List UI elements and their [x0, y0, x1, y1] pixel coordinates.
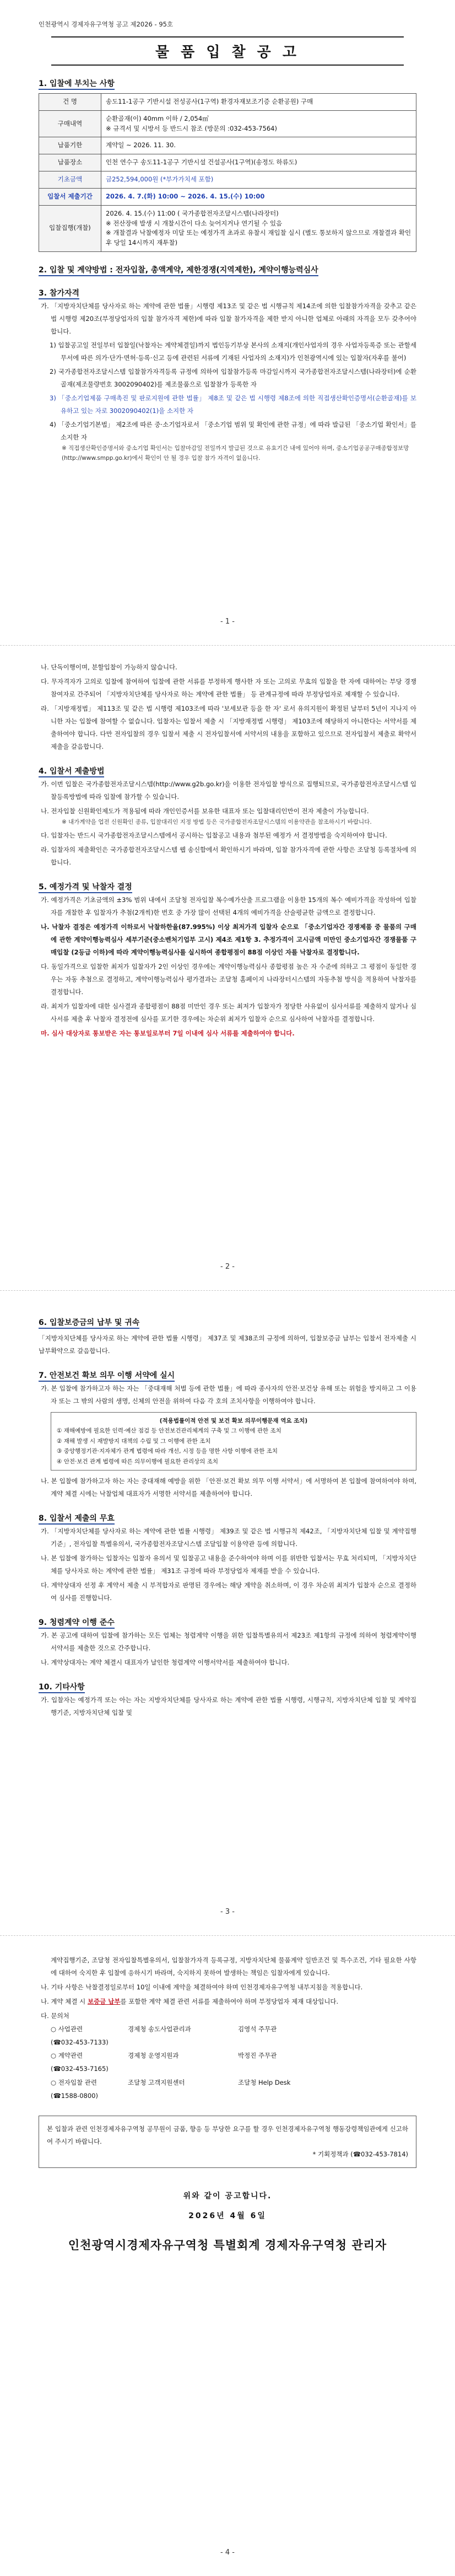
integrity-item: 나. 계약상대자는 계약 체결시 대표자가 날인한 청렴계약 이행서약서를 제출하여야 합니다.: [41, 1658, 290, 1666]
row-value: 2026. 4. 15.(수) 11:00 ( 국가종합전자조달시스템(나라장터) ※ 전산장애 발생 시 개찰시간이 다소 늦어지거나 연기될 수 있음 ※ 개찰결과 낙찰예정자 미달 또는 예정가격 초과로 유찰시 재입찰 실시 (별도 통보하지 않으므로 개찰결과 확인 후 당일 14시까지 재투찰): [101, 205, 416, 251]
section-3-heading: 3. 참가자격: [39, 287, 416, 298]
qualification-da: 다. 무자격자가 고의로 입찰에 참여하여 입찰에 관한 서류를 부정하게 행사한 자 또는 고의로 무효의 입찰을 한 자에 대하여는 부당 경쟁참여자로 간주되어 「지방자치단체를 당사자로 하는 계약에 관한 법률」 등 관계규정에 따라 부정당업자로 제재할 수 있습니다.: [41, 678, 416, 698]
invalid-item: 나. 본 입찰에 참가하는 입찰자는 입찰자 유의서 및 입찰공고 내용을 준수하여야 하며 이를 위반한 입찰서는 무효 처리되며, 「지방자치단체를 당사자로 하는 계약에 관한 법률」 제31조 규정에 따라 부정당업자 제재를 받을 수 있습니다.: [41, 1554, 416, 1575]
table-row: [39, 171, 416, 189]
row-value: 인천 연수구 송도11-1공구 기반시설 건설공사(1구역)(송정도 하류도): [101, 154, 416, 171]
misc-ga: 가. 입찰자는 예정가격 또는 아는 자는 지방자치단체를 당사자로 하는 계약에 관한 법률 시행령, 시행규칙, 지방자치단체 입찰 및 계약집행기준, 지방자치단체 입찰 및: [41, 1695, 416, 1716]
award-item: 마. 심사 대상자로 통보받은 자는 통보일로부터 7일 이내에 심사 서류를 제출하여야 합니다.: [41, 1029, 295, 1037]
page-4: [0, 1935, 455, 2576]
contact-list: [39, 2022, 416, 2102]
row-label: 기초금액: [39, 171, 101, 189]
section-1-heading: 1. 입찰에 부치는 사항: [39, 78, 416, 89]
submission-item: 나. 전자입찰 신원확인제도가 적용됨에 따라 개인인증서를 보유한 대표자 또는 입찰대리인만이 전자 제출이 가능합니다.: [41, 807, 369, 815]
page-number: - 4 -: [220, 2548, 235, 2557]
qualification-item: 1) 입찰공고일 전일부터 입찰일(낙찰자는 계약체결일)까지 법인등기부상 본사의 소재지(개인사업자의 경우 사업자등록증 또는 관할세무서에 따른 의가·단가·면허·등록·신고 등에 관련된 서류에 기재된 사업자의 소재지)가 인천광역시에 있는 입찰자(자후를 불어): [50, 341, 416, 362]
row-label: 입찰서 제출기간: [39, 188, 101, 205]
section-7-heading: 7. 안전보건 확보 의무 이행 서약에 실시: [39, 1370, 416, 1381]
list-item: ② 재해 발생 시 재발방지 대책의 수립 및 그 이행에 관한 조치: [57, 1437, 211, 1445]
invalid-item: 가. 「지방자치단체를 당사자로 하는 계약에 관한 법률 시행령」 제39조 및 같은 법 시행규칙 제42조, 「지방자치단체 입찰 및 계약집행기준」, 전자입찰 특별유의서, 국가종합전자조달시스템 조달입찰 이용약관 등에 의합니다.: [41, 1527, 416, 1548]
submission-item: 라. 입찰자의 제출확인은 국가종합전자조달시스템 웹 송신함에서 확인하시기 바라며, 입찰 참가자격에 관한 사항은 조달청 등록절차에 의합니다.: [41, 845, 416, 866]
section-6-heading: 6. 입찰보증금의 납부 및 귀속: [39, 1317, 416, 1328]
safety-measures-box: [51, 1412, 416, 1471]
list-item: ③ 중앙행정기관·지자체가 관계 법령에 따라 개선, 시정 등을 명한 사항 이행에 관한 조치: [57, 1448, 278, 1455]
issuer-name: 인천광역시경제자유구역청 특별회계 경제자유구역청 관리자: [68, 2237, 387, 2252]
row-label: 납품기한: [39, 137, 101, 154]
submission-note: ※ 내가계약을 업전 신원확인 종류, 입찰대리인 지정 방법 등은 국가종합전자조달시스템의 이용약관을 참조하시기 바랍니다.: [62, 819, 372, 825]
submission-item: 다. 입찰자는 반드시 국가종합전자조달시스템에서 공시하는 입찰공고 내용과 첨부된 예정가 서 결정방법을 숙지하여야 합니다.: [41, 831, 387, 839]
misc-na: 나. 기타 사항은 낙찰결정일로부터 10일 이내에 계약을 체결하여야 하며 인천경제자유구역청 내부지침을 적용합니다.: [41, 1983, 363, 1991]
row-label: 건 명: [39, 94, 101, 111]
deposit-text: 「지방자치단체를 당사자로 하는 계약에 관한 법률 시행령」 제37조 및 제38조의 규정에 의하여, 입찰보증금 납부는 입찰서 전자제출 시 납부확약으로 갈음합니다.: [39, 1334, 416, 1355]
table-row: [39, 205, 416, 251]
section-9-heading: 9. 청렴계약 이행 준수: [39, 1617, 416, 1628]
misc-na-contract: 나. 계약 체결 시 보증금 납부를 포함한 계약 체결 관련 서류를 제출하여야 하며 부정당업자 제재 대상입니다.: [41, 1998, 339, 2005]
report-notice-text: 본 입찰과 관련 인천경제자유구역청 공무원이 금품, 향응 등 부당한 요구를 할 경우 인천경제자유구역청 행동강령책임관에게 신고하여 주시기 바랍니다.: [47, 2124, 408, 2145]
bid-summary-table: [39, 93, 416, 252]
page-3: [0, 1290, 455, 1935]
report-notice-box: [39, 2116, 416, 2168]
integrity-item: 가. 본 공고에 대하여 입찰에 참가하는 모든 업체는 청렴계약 이행을 위한 입찰특별유의서 제23조 제1항의 규정에 의하여 청렴계약이행서약서를 제출한 것으로 간주합니다.: [41, 1631, 416, 1652]
section-2-heading: 2. 입찰 및 계약방법 : 전자입찰, 총액계약, 제한경쟁(지역제한), 계약이행능력심사: [39, 264, 416, 275]
safety-na: 나. 본 입찰에 참가하고자 하는 자는 중대재해 예방을 위한 「안전·보건 확보 의무 이행 서약서」에 서명하여 본 입찰에 참여하여야 하며, 계약 체결 시에는 낙찰업체 대표자가 서명한 서약서를 제출하여야 합니다.: [41, 1477, 416, 1498]
qualification-note: ※ 직접생산확인증명서와 중소기업 확인서는 입찰마감일 전일까지 발급된 것으로 유효기간 내에 있어야 하며, 중소기업공공구매종합정보망(http://www.smpp.go.kr)에서 확인이 안 될 경우 입찰 참가 자격이 없음니다.: [62, 444, 409, 461]
row-label: 납품장소: [39, 154, 101, 171]
notice-date: 2026년 4월 6일: [188, 2211, 267, 2220]
page-number: - 1 -: [220, 618, 235, 626]
submission-item: 가. 이번 입찰은 국가종합전자조달시스템(http://www.g2b.go.kr)을 이용한 전자입찰 방식으로 집행되므로, 국가종합전자조달시스템 입찰등록방법에 따라 입찰에 참가할 수 있습니다.: [41, 780, 416, 801]
qualification-item: 3) 「중소기업제품 구매촉진 및 판로지원에 관한 법률」 제8조 및 같은 법 시행령 제8조에 의한 직접생산확인증명서(순환골재)를 보유하고 있는 자로 3002090402(1)을 소지한 자: [50, 394, 416, 415]
page-2: [0, 645, 455, 1290]
page-1: [0, 0, 455, 645]
row-value: 계약일 ~ 2026. 11. 30.: [101, 137, 416, 154]
report-contact: * 기획정책과 (☎032-453-7814): [312, 2150, 408, 2158]
section-4-heading: 4. 입찰서 제출방법: [39, 765, 416, 776]
table-row: [39, 110, 416, 137]
section-8-heading: 8. 입찰서 제출의 무효: [39, 1512, 416, 1523]
award-item: 가. 예정가격은 기초금액의 ±3% 범위 내에서 조달청 전자입찰 복수예가산출 프로그램을 이용한 15개의 복수 예비가격을 작성하여 입찰자를 개찰한 후 입찰자가 추첨(2개씩)한 번호 중 가장 많이 선택된 4개의 예비가격을 산술평균한 금액으로 결정합니다.: [41, 895, 416, 916]
qualification-ga: 가. 「지방자치단체를 당사자로 하는 계약에 관한 법률」시행령 제13조 및 같은 법 시행규칙 제14조에 의한 입찰참가자격을 갖추고 같은 법 시행령 제20조(부정당업자의 입찰 참가자격 제한)에 따라 입찰 참가자격을 제한 받지 아니한 업체로 아래의 자격을 모두 갖추어야 합니다.: [41, 302, 416, 335]
table-row: [39, 154, 416, 171]
row-label: 입찰집행(개찰): [39, 205, 101, 251]
contact-heading: 다. 문의처: [41, 2012, 69, 2020]
award-item: 라. 최저가 입찰자에 대한 심사결과 종합평점이 88점 미만인 경우 또는 최저가 입찰자가 정당한 사유없이 심사서류를 제출하지 않거나 심사서류 제출 후 낙찰자 결정전에 심사를 포기한 경우에는 차순위 최저가 입찰자 순으로 심사하여 낙찰자를 결정합니다.: [41, 1002, 416, 1023]
row-value: 송도11-1공구 기반시설 전성공사(1구역) 환경자재보조기증 순환공원) 구매: [101, 94, 416, 111]
closing-line: 위와 같이 공고합니다.: [183, 2191, 272, 2201]
page-number: - 2 -: [220, 1263, 235, 1271]
list-item: ① 재해예방에 필요한 인력·예산 점검 등 안전보건관리체계의 구축 및 그 이행에 관한 조치: [57, 1427, 281, 1435]
list-item: ○ 계약관련 경제청 운영지원과 박정진 주무관(☎032-453-7165): [51, 2052, 277, 2073]
table-row: [39, 188, 416, 205]
list-item: ④ 안전·보건 관계 법령에 따른 의무이행에 필요한 관리상의 조치: [57, 1458, 219, 1465]
box-title: (적용법률이적 안전 및 보건 확보 의무이행문재 역요 조치): [159, 1418, 308, 1424]
invalid-item: 다. 계약상대자 선정 후 계약서 제출 시 부적합자로 판명된 경우에는 해당 계약을 취소하며, 이 경우 차순위 최저가 입찰자 순으로 결정하여 심사를 진행합니다.: [41, 1581, 416, 1602]
row-value: 2026. 4. 7.(화) 10:00 ~ 2026. 4. 15.(수) 10:00: [101, 188, 416, 205]
qualification-ra: 라. 「지방재정법」 제113조 및 같은 법 시행령 제103조에 따라 '보세보관 등을 한 자' 로서 유의지원이 확정된 날부터 5년이 지나지 아니한 자는 입찰에 참여할 수 없습니다. 입찰자는 입찰서 제출 시 「지방재정법 시행령」 제103조에 해당하지 아니한다는 서약서를 제출하여야 합니다. 다만 전자입찰의 경우 입찰서 제출 시 전자입찰서에 서약서의 내용을 포함하고 있으므로 전자입찰서 제출로 확약서 제출을 갈음합니다.: [41, 705, 416, 750]
table-row: [39, 137, 416, 154]
safety-ga: 가. 본 입찰에 참가하고자 하는 자는 「중대재해 처벌 등에 관한 법률」에 따라 종사자의 안전·보건상 유해 또는 위험을 방지하고 그 이용자 또는 그 밖의 사람의 생명, 신체의 안전을 위하여 다음 각 호의 조치사항을 이행하여야 합니다.: [41, 1384, 416, 1405]
row-label: 구매내역: [39, 110, 101, 137]
award-item: 나. 낙찰자 결정은 예정가격 이하로서 낙찰하한율(87.995%) 이상 최저가격 입찰자 순으로 「중소기업자간 경쟁제품 중 물품의 구매에 관한 계약이행능력심사 세부기준(중소벤처기업부 고시) 제4조 제1항 3. 추정가격이 고시금액 미만인 중소기업자간 경쟁물품 구매입찰 (2등급 이하)에 따라 계약이행능력심사를 실시하여 종합평점이 88점 이상인 자를 낙찰자로 결정합니다.: [41, 922, 416, 956]
document-title: 물 품 입 찰 공 고: [51, 36, 404, 66]
qualification-item: 4) 「중소기업기본법」 제2조에 따른 중·소기업자로서 「중소기업 범위 및 확인에 관한 규정」에 따라 발급된 「중소기업 확인서」를 소지한 자: [50, 420, 416, 441]
list-item: ○ 사업관련 경제청 송도사업관리과 김영석 주무관(☎032-453-7133): [51, 2025, 277, 2047]
table-row: [39, 94, 416, 111]
notice-number: 인천광역시 경제자유구역청 공고 제2026 - 95호: [39, 20, 174, 28]
page-number: - 3 -: [220, 1908, 235, 1916]
section-5-heading: 5. 예정가격 및 낙찰자 결정: [39, 881, 416, 892]
row-value: 금252,594,000원 (*부가가치세 포함): [101, 171, 416, 189]
deposit-highlight: 보증금 납부: [87, 1998, 121, 2005]
award-item: 다. 동일가격으로 입찰한 최저가 입찰자가 2인 이상인 경우에는 계약이행능력심사 종합평점 높은 자 수준에 의하고 그 평점이 동일한 경우는 자동 추첨으로 결정하고, 계약이행능력심사 평가결과는 조달청 홈페이지 나라장터시스템의 자동추첨 방식을 적용하여 낙찰자를 결정합니다.: [41, 962, 416, 996]
qualification-item: 2) 국가종합전자조달시스템 입찰참가자격등록 규정에 의하여 입찰참가등록 마감일시까지 국가종합전자조달시스템(나라장터)에 순환골재(제조물량번호 3002090402)를 제조물품으로 입찰참가 등록한 자: [50, 367, 416, 388]
list-item: ○ 전자입찰 관련 조달청 고객지원센터 조달청 Help Desk(☎1588-0800): [51, 2078, 291, 2100]
qualification-na: 나. 단독이행이며, 분할입찰이 가능하지 않습니다.: [41, 663, 177, 671]
misc-continued: 계약집행기준, 조달청 전자입찰특별유의서, 입찰참가자격 등록규정, 지방자치단체 물품계약 일반조건 및 특수조건, 기타 필요한 사항에 대하여 숙지한 후 입찰에 응하시기 바라며, 숙지하지 못하여 발생하는 책임은 입찰자에게 있습니다.: [51, 1956, 416, 1977]
row-value: 순환골재(이) 40mm 이하 / 2,054㎥ ※ 규격서 및 시방서 등 반드시 참조 (방문의 :032-453-7564): [101, 110, 416, 137]
section-10-heading: 10. 기타사항: [39, 1681, 416, 1692]
